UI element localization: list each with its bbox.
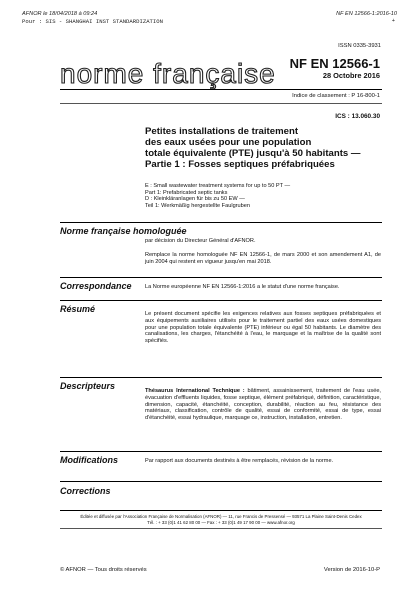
norme-francaise-logo: norme française [60, 58, 276, 89]
homologuee-remplace: Remplace la norme homologuée NF EN 12566-1, de mars 2000 et son amendement A1, de juin 2004 qui restent en vigueur jusqu'en mai 2018. [145, 252, 381, 265]
issn: ISSN 0335-3931 [338, 43, 381, 49]
section-heading-resume: Résumé [60, 304, 96, 314]
footer-rule [60, 510, 382, 511]
stamp-line-1-right: NF EN 12566-1:2016-10 [336, 11, 397, 17]
footer-publisher: Éditée et diffusée par l'Association Française de Normalisation (AFNOR) — 11, rue Francis de Pressensé — 93571 La Plaine Saint-Denis Cedex [80, 514, 362, 519]
section-rule [60, 451, 382, 452]
correspondance-text: La Norme européenne NF EN 12566-1:2016 a le statut d'une norme française. [145, 284, 340, 290]
section-heading-correspondance: Correspondance [60, 281, 132, 291]
document-title [145, 126, 395, 170]
title-line: Petites installations de traitement [145, 126, 299, 137]
title-translations [145, 183, 290, 209]
section-rule [60, 377, 382, 378]
translation-line: Teil 1: Werkmäßig hergestellte Faulgruben [145, 202, 250, 209]
section-heading-corrections: Corrections [60, 486, 111, 496]
section-heading-modifications: Modifications [60, 455, 118, 465]
section-heading-descripteurs: Descripteurs [60, 381, 116, 391]
footer-rule-2 [60, 528, 382, 529]
title-line: totale équivalente (PTE) jusqu'à 50 habitants — [145, 148, 361, 159]
stamp-line-2-left: Pour : SIS - SHANGHAI INST STANDARDIZATION [22, 18, 163, 25]
stamp-line-1-left: AFNOR le 18/04/2018 à 09:24 [22, 11, 98, 17]
indice-classement: Indice de classement : P 16-800-1 [292, 93, 380, 99]
translation-line: Part 1: Prefabricated septic tanks [145, 189, 228, 196]
descripteurs-text [145, 388, 381, 422]
resume-text: Le présent document spécifie les exigences relatives aux fosses septiques préfabriquées et aux équipements auxiliaires utilisés pour le traitement partiel des eaux usées domestiques pour une population totale équivalente (PTE) inférieur ou égal 50 habitants. Le diamètre des canalisations, les charges, l'étanchéité à l'eau, le marquage et la maîtrise de la qualité sont spécifiés. [145, 311, 381, 345]
section-rule [60, 277, 382, 278]
version: Version de 2016-10-P [323, 567, 380, 573]
copyright: © AFNOR — Tous droits réservés [60, 567, 147, 573]
title-line: Partie 1 : Fosses septiques préfabriquées [145, 159, 335, 170]
title-line: des eaux usées pour une population [145, 137, 312, 148]
translation-line: E : Small wastewater treatment systems for up to 50 PT — [145, 183, 291, 189]
modifications-text: Par rapport aux documents destinés à être remplacés, révision de la norme. [145, 458, 334, 464]
descripteurs-keywords: bâtiment, assainissement, traitement de l'eau usée, évacuation d'effluents liquides, fosse septique, élément préfabriqué, définition, caractéristique, dimension, capacité, étanchéité, conception, durabilité, réaction au feu, résistance des matériaux, classification, contrôle de qualité, essai de conformité, essai de type, essai d'étanchéité, essai hydraulique, marquage ce, instruction, installation, entretien. [145, 388, 381, 422]
standard-reference: NF EN 12566-1 [289, 56, 380, 71]
descripteurs-label: Thésaurus International Technique : [145, 388, 245, 394]
homologuee-decision: par décision du Directeur Général d'AFNOR. [145, 238, 256, 244]
translation-line: D : Kleinkläranlagen für bis zu 50 EW — [145, 196, 245, 203]
footer-contact: Tél. : + 33 (0)1 41 62 80 00 — Fax : + 33 (0)1 49 17 90 00 — www.afnor.org [147, 520, 295, 525]
section-rule [60, 300, 382, 301]
header-rule-2 [60, 103, 382, 104]
section-rule [60, 222, 382, 223]
section-heading-homologuee: Norme française homologuée [60, 226, 187, 236]
section-rule [60, 481, 382, 482]
stamp-line-2-right: + [391, 18, 395, 24]
publication-date: 28 Octobre 2016 [322, 71, 380, 80]
header-rule [60, 89, 382, 90]
ics-code: ICS : 13.060.30 [335, 113, 380, 120]
